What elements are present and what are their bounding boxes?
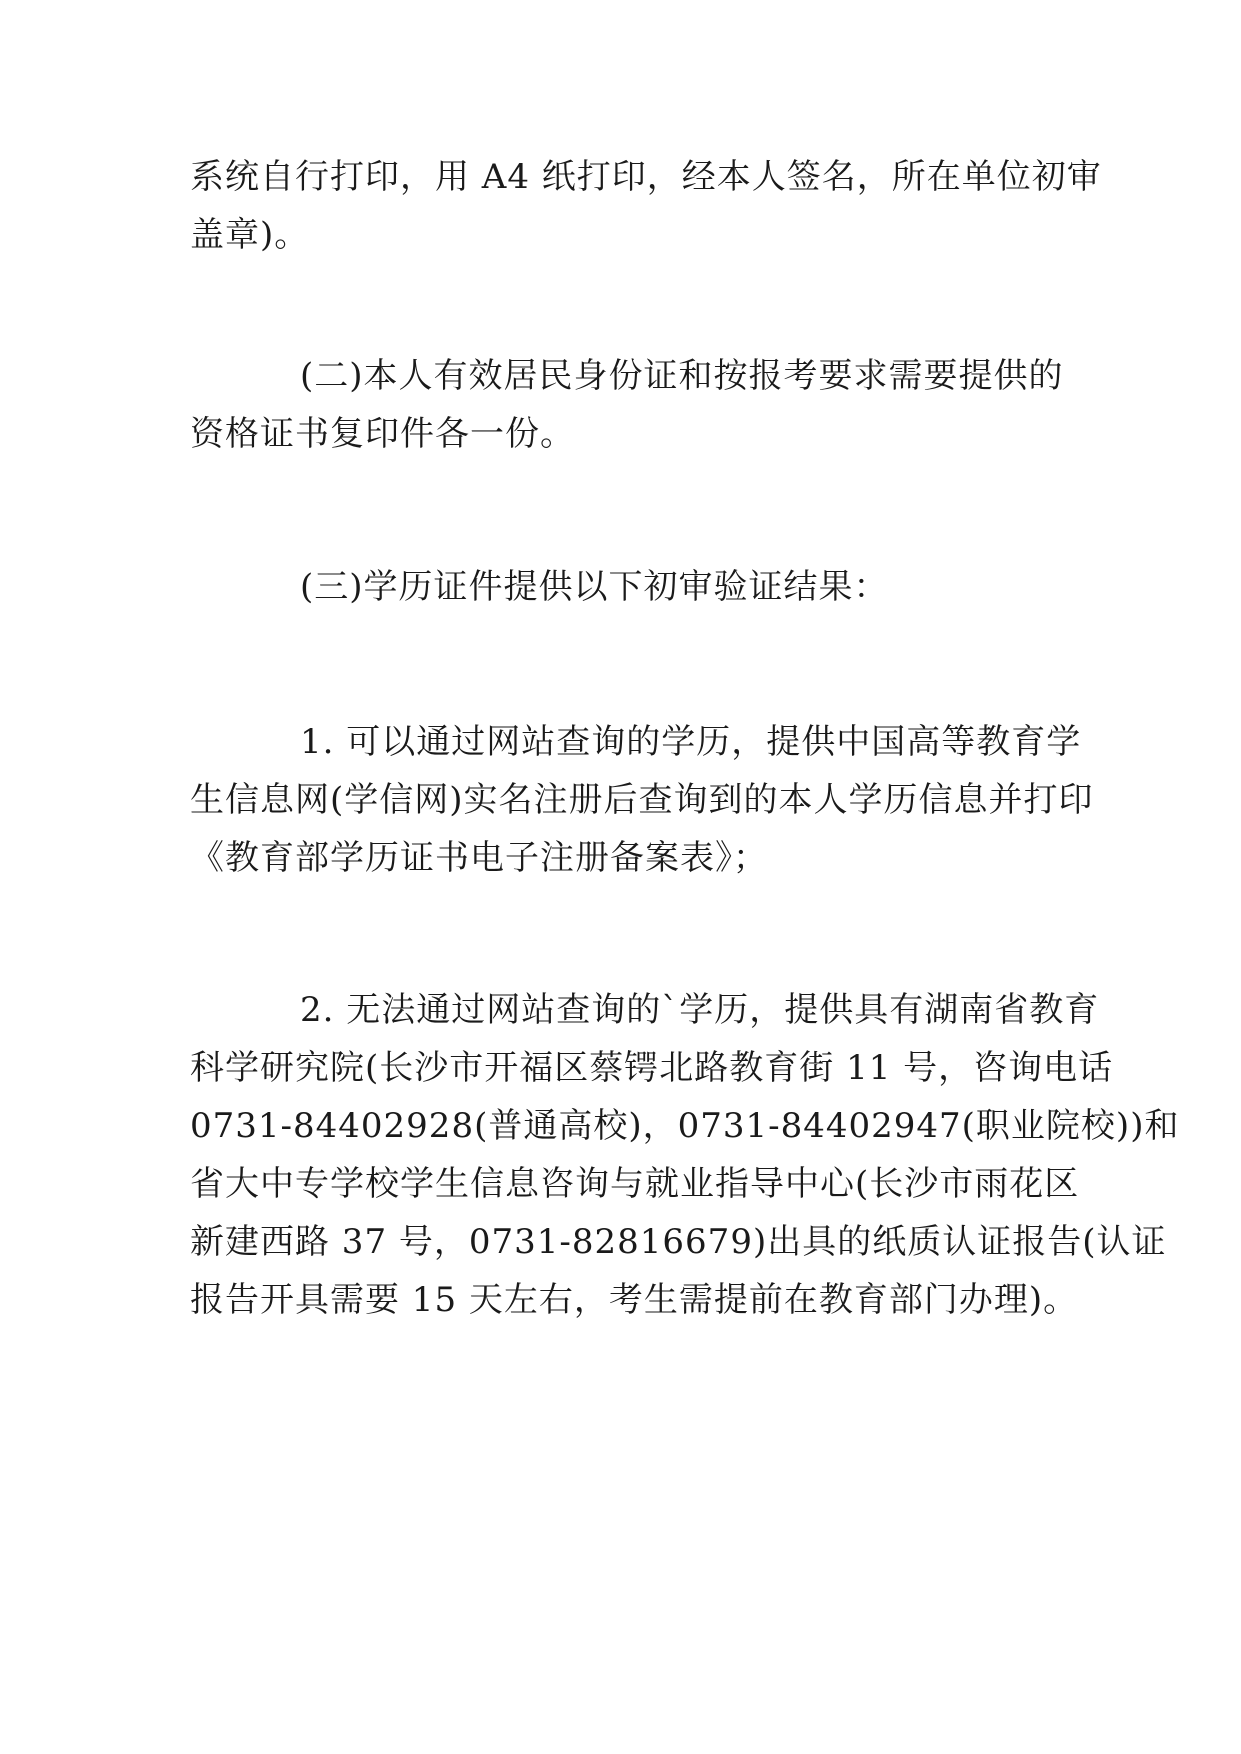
paragraph-line: 系统自行打印，用 A4 纸打印，经本人签名，所在单位初审 (190, 157, 1102, 197)
paragraph-id-card (190, 347, 1064, 463)
paragraph-education-heading (190, 558, 1060, 616)
paragraph-line: 1. 可以通过网站查询的学历，提供中国高等教育学 (300, 722, 1082, 762)
paragraph-line: 省大中专学校学生信息咨询与就业指导中心(长沙市雨花区 (190, 1164, 1080, 1204)
paragraph-online-verification (190, 713, 1094, 887)
paragraph-line: 0731-84402928(普通高校)，0731-84402947(职业院校))和 (190, 1106, 1180, 1146)
paragraph-line: 新建西路 37 号，0731-82816679)出具的纸质认证报告(认证 (190, 1222, 1167, 1262)
paragraph-line: 生信息网(学信网)实名注册后查询到的本人学历信息并打印 (190, 780, 1094, 820)
paragraph-line: 科学研究院(长沙市开福区蔡锷北路教育街 11 号，咨询电话 (190, 1048, 1114, 1088)
paragraph-line: (二)本人有效居民身份证和按报考要求需要提供的 (300, 356, 1064, 396)
paragraph-offline-verification (190, 981, 1180, 1329)
paragraph-line: (三)学历证件提供以下初审验证结果： (300, 567, 889, 607)
paragraph-line: 盖章)。 (190, 215, 310, 255)
paragraph-line: 2. 无法通过网站查询的`学历，提供具有湖南省教育 (300, 990, 1100, 1030)
paragraph-line: 报告开具需要 15 天左右，考生需提前在教育部门办理)。 (190, 1280, 1079, 1320)
paragraph-line: 资格证书复印件各一份。 (190, 414, 575, 454)
paragraph-print-instructions (190, 148, 1102, 264)
paragraph-line: 《教育部学历证书电子注册备案表》； (190, 838, 768, 878)
